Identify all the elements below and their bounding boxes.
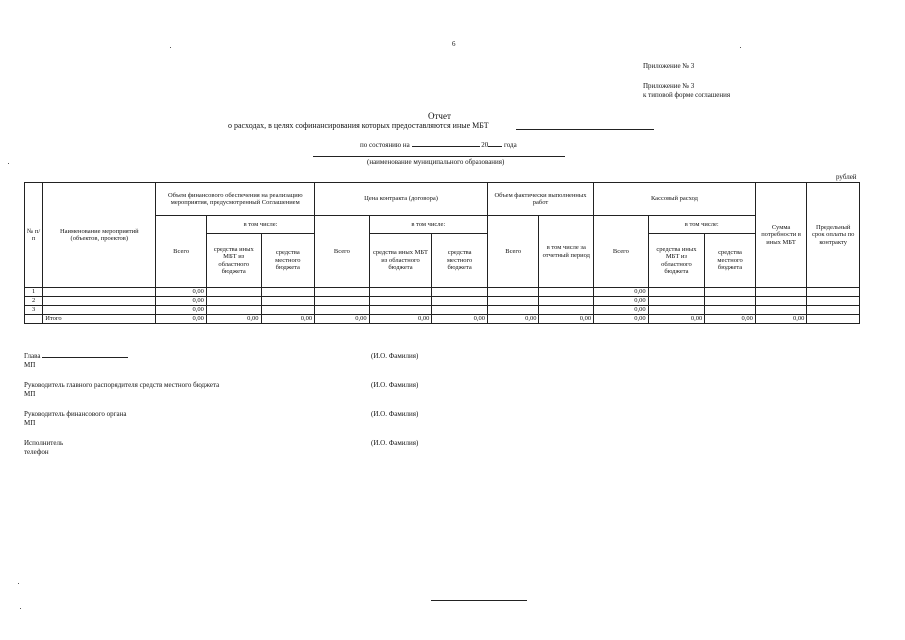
total-contract-local: 0,00 <box>432 315 488 324</box>
row-cash-regional[interactable] <box>648 288 705 297</box>
col-need-amount-header: Сумма потребности в иных МБТ <box>755 183 807 288</box>
actual-total-header: Всего <box>487 216 539 288</box>
row-fin-regional[interactable] <box>206 297 261 306</box>
as-of-prefix: по состоянию на <box>360 141 410 149</box>
total-row <box>25 315 860 324</box>
row-actual-total[interactable] <box>487 306 539 315</box>
row-need-amount[interactable] <box>755 288 807 297</box>
row-name[interactable] <box>43 288 156 297</box>
signature-finance-role: Руководитель финансового органа <box>24 410 127 418</box>
row-cash-local[interactable] <box>705 288 756 297</box>
signature-head-fio: (И.О. Фамилия) <box>371 352 419 360</box>
table-row <box>25 306 860 315</box>
total-contract-total: 0,00 <box>315 315 370 324</box>
signature-executor <box>24 439 63 458</box>
fin-including-header: в том числе: <box>206 216 314 234</box>
total-cash-total: 0,00 <box>594 315 649 324</box>
signature-finance-fio: (И.О. Фамилия) <box>371 410 419 418</box>
scan-speck <box>20 608 21 609</box>
row-contract-local[interactable] <box>432 297 488 306</box>
appendix-line-3: к типовой форме соглашения <box>643 91 731 99</box>
row-actual-period[interactable] <box>539 306 594 315</box>
as-of-line <box>360 141 517 149</box>
fin-local-header: средства местного бюджета <box>261 234 315 288</box>
fin-regional-header: средства иных МБТ из областного бюджета <box>206 234 261 288</box>
row-fin-regional[interactable] <box>206 306 261 315</box>
signature-manager-sub: МП <box>24 390 36 399</box>
appendix-line-2: Приложение № 3 <box>643 82 695 90</box>
fin-total-header: Всего <box>156 216 207 288</box>
row-contract-regional[interactable] <box>369 306 432 315</box>
signature-finance <box>24 410 126 429</box>
signature-executor-fio: (И.О. Фамилия) <box>371 439 419 447</box>
table-row <box>25 297 860 306</box>
currency-unit: рублей <box>836 173 857 181</box>
row-contract-total[interactable] <box>315 288 370 297</box>
total-deadline <box>807 315 860 324</box>
row-contract-total[interactable] <box>315 297 370 306</box>
row-need-amount[interactable] <box>755 297 807 306</box>
row-fin-local[interactable] <box>261 306 315 315</box>
total-cash-regional: 0,00 <box>648 315 705 324</box>
row-deadline[interactable] <box>807 306 860 315</box>
row-actual-total[interactable] <box>487 288 539 297</box>
col-name-header: Наименование мероприятий (объектов, проектов) <box>43 183 156 288</box>
total-actual-total: 0,00 <box>487 315 539 324</box>
scan-speck <box>18 583 19 584</box>
row-actual-period[interactable] <box>539 297 594 306</box>
col-financing-header: Объем финансового обеспечения на реализацию мероприятия, предусмотренный Соглашением <box>156 183 315 216</box>
contract-local-header: средства местного бюджета <box>432 234 488 288</box>
actual-period-header: в том числе за отчетный период <box>539 216 594 288</box>
total-fin-regional: 0,00 <box>206 315 261 324</box>
cash-including-header: в том числе: <box>648 216 755 234</box>
row-cash-total[interactable]: 0,00 <box>594 297 649 306</box>
row-contract-regional[interactable] <box>369 288 432 297</box>
cash-local-header: средства местного бюджета <box>705 234 756 288</box>
cash-regional-header: средства иных МБТ из областного бюджета <box>648 234 705 288</box>
contract-regional-header: средства иных МБТ из областного бюджета <box>369 234 432 288</box>
total-contract-regional: 0,00 <box>369 315 432 324</box>
col-actual-work-header: Объем фактически выполненных работ <box>487 183 593 216</box>
signature-manager <box>24 381 219 400</box>
row-fin-total[interactable]: 0,00 <box>156 288 207 297</box>
col-cash-expense-header: Кассовый расход <box>594 183 756 216</box>
row-actual-period[interactable] <box>539 288 594 297</box>
row-cash-total[interactable]: 0,00 <box>594 288 649 297</box>
col-num-header: № п/п <box>25 183 43 288</box>
total-fin-total: 0,00 <box>156 315 207 324</box>
row-deadline[interactable] <box>807 297 860 306</box>
signature-finance-sub: МП <box>24 419 36 428</box>
signature-head <box>24 352 128 371</box>
row-cash-regional[interactable] <box>648 297 705 306</box>
as-of-date-blank <box>412 146 480 147</box>
row-cash-local[interactable] <box>705 297 756 306</box>
total-cash-local: 0,00 <box>705 315 756 324</box>
footer-line <box>431 600 527 601</box>
col-contract-header: Цена контракта (договора) <box>315 183 488 216</box>
row-deadline[interactable] <box>807 288 860 297</box>
scan-speck <box>740 47 741 48</box>
page-number: 6 <box>452 40 456 48</box>
row-number: 1 <box>25 288 43 297</box>
municipality-line <box>313 156 565 157</box>
contract-total-header: Всего <box>315 216 370 288</box>
total-actual-period: 0,00 <box>539 315 594 324</box>
row-actual-total[interactable] <box>487 297 539 306</box>
report-title: Отчет <box>428 111 451 121</box>
signature-head-sub: МП <box>24 361 36 370</box>
row-contract-local[interactable] <box>432 288 488 297</box>
municipality-caption: (наименование муниципального образования) <box>367 158 505 166</box>
total-need-amount: 0,00 <box>755 315 807 324</box>
scan-speck <box>8 163 9 164</box>
row-contract-regional[interactable] <box>369 297 432 306</box>
row-contract-local[interactable] <box>432 306 488 315</box>
row-name[interactable] <box>43 297 156 306</box>
contract-including-header: в том числе: <box>369 216 487 234</box>
row-fin-total[interactable]: 0,00 <box>156 297 207 306</box>
row-contract-total[interactable] <box>315 306 370 315</box>
total-row-num <box>25 315 43 324</box>
signature-head-role: Глава <box>24 352 41 360</box>
row-fin-local[interactable] <box>261 297 315 306</box>
row-fin-total[interactable]: 0,00 <box>156 306 207 315</box>
row-name[interactable] <box>43 306 156 315</box>
row-cash-regional[interactable] <box>648 306 705 315</box>
row-need-amount[interactable] <box>755 306 807 315</box>
row-fin-regional[interactable] <box>206 288 261 297</box>
signature-executor-sub: телефон <box>24 448 49 457</box>
scan-speck <box>170 47 171 48</box>
as-of-suffix: года <box>504 141 517 149</box>
signature-head-line <box>42 357 128 358</box>
row-cash-total[interactable]: 0,00 <box>594 306 649 315</box>
as-of-year: 20 <box>481 141 489 149</box>
col-deadline-header: Предельный срок оплаты по контракту <box>807 183 860 288</box>
row-cash-local[interactable] <box>705 306 756 315</box>
row-fin-local[interactable] <box>261 288 315 297</box>
report-subtitle: о расходах, в целях софинансирования которых предоставляются иные МБТ <box>228 121 489 130</box>
total-fin-local: 0,00 <box>261 315 315 324</box>
row-number: 3 <box>25 306 43 315</box>
subtitle-fill-line <box>516 129 654 130</box>
table-row <box>25 288 860 297</box>
as-of-year-blank <box>488 146 502 147</box>
appendix-line-1: Приложение № 3 <box>643 62 695 70</box>
cash-total-header: Всего <box>594 216 649 288</box>
signature-manager-role: Руководитель главного распорядителя средств местного бюджета <box>24 381 220 389</box>
header-row-1 <box>25 183 860 216</box>
row-number: 2 <box>25 297 43 306</box>
signature-manager-fio: (И.О. Фамилия) <box>371 381 419 389</box>
signature-executor-role: Исполнитель <box>24 439 64 447</box>
report-table <box>24 182 860 324</box>
total-label: Итого <box>43 315 156 324</box>
